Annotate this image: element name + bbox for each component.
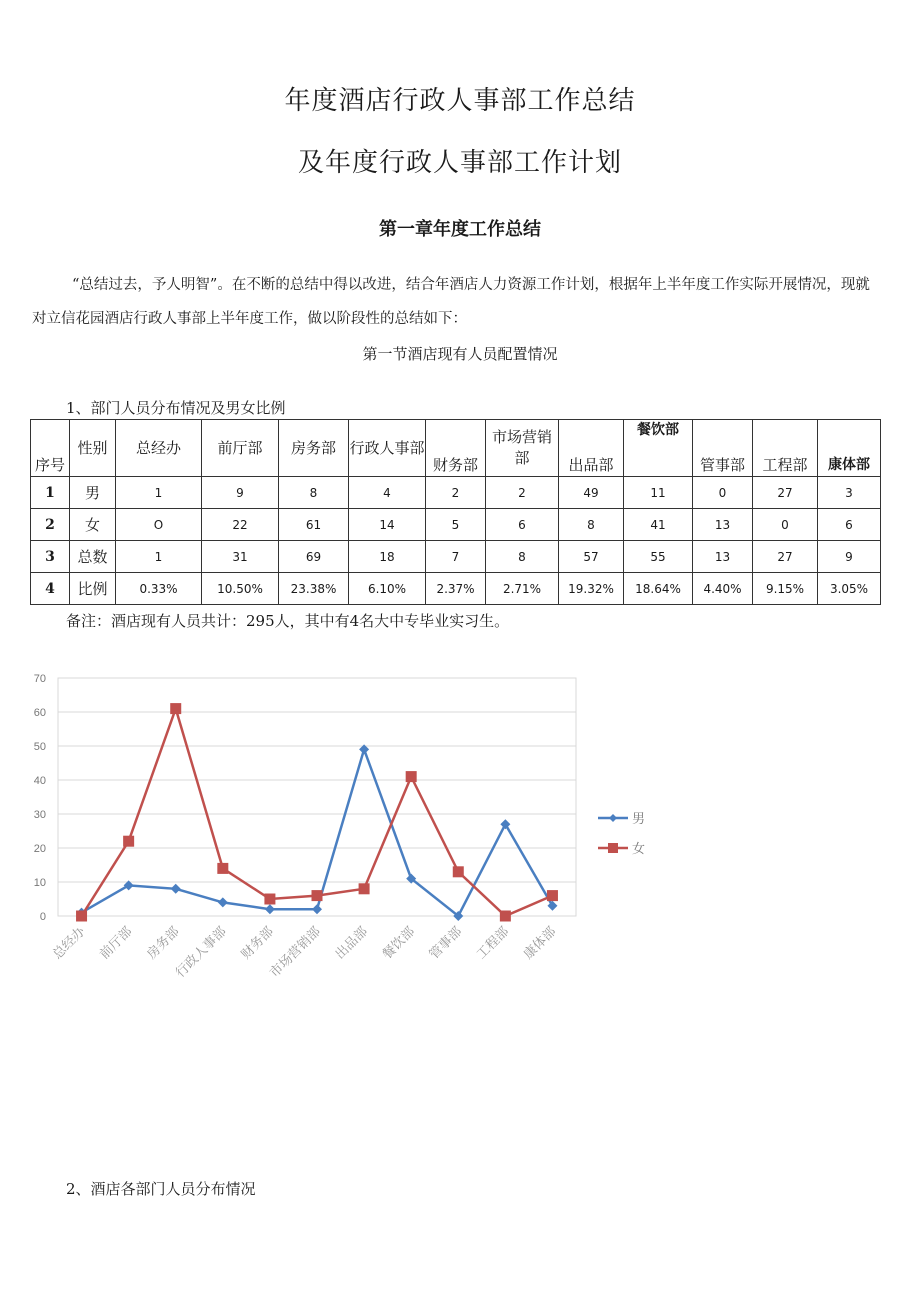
table-cell: 1 xyxy=(116,541,202,573)
legend-marker xyxy=(608,843,618,853)
intro-paragraph: “总结过去，予人明智”。在不断的总结中得以改进，结合年酒店人力资源工作计划，根据年上半年度工作实际开展情况，现就对立信花园酒店行政人事部上半年度工作，做以阶段性的总结如下： xyxy=(32,277,870,327)
data-point-female xyxy=(76,911,87,922)
row-category: 比例 xyxy=(70,573,116,605)
table-cell: 31 xyxy=(202,541,279,573)
data-point-female xyxy=(359,883,370,894)
x-tick-label: 管事部 xyxy=(426,924,466,963)
data-point-female xyxy=(500,911,511,922)
column-header: 财务部 xyxy=(426,420,486,477)
y-tick-label: 40 xyxy=(33,775,46,787)
table-cell: 19.32% xyxy=(559,573,624,605)
x-tick-label: 财务部 xyxy=(238,924,277,963)
x-tick-label: 房务部 xyxy=(144,924,183,963)
table-row xyxy=(31,541,881,573)
staff-table xyxy=(30,419,881,605)
table-cell: 2.37% xyxy=(426,573,486,605)
table-cell: 6 xyxy=(486,509,559,541)
column-header: 市场营销部 xyxy=(486,420,559,477)
y-tick-label: 20 xyxy=(33,843,46,855)
row-index: 2 xyxy=(31,509,70,541)
row-category: 总数 xyxy=(70,541,116,573)
table-cell: 0.33% xyxy=(116,573,202,605)
table-cell: 22 xyxy=(202,509,279,541)
table-cell: 3.05% xyxy=(818,573,881,605)
y-tick-label: 60 xyxy=(33,707,46,719)
table-cell: 11 xyxy=(624,477,693,509)
column-header: 管事部 xyxy=(693,420,753,477)
column-header: 行政人事部 xyxy=(349,420,426,477)
legend-label: 女 xyxy=(632,842,646,857)
table-cell: 1 xyxy=(116,477,202,509)
chapter-heading: 第一章年度工作总结 xyxy=(379,219,541,240)
table-cell: 69 xyxy=(279,541,349,573)
table-cell: 4.40% xyxy=(693,573,753,605)
table-header-row xyxy=(31,420,881,477)
x-tick-label: 康体部 xyxy=(521,924,560,963)
y-tick-label: 10 xyxy=(33,877,46,889)
data-point-female xyxy=(547,890,558,901)
table-cell: 4 xyxy=(349,477,426,509)
column-header: 序号 xyxy=(31,420,70,477)
table-cell: 49 xyxy=(559,477,624,509)
legend-marker xyxy=(609,814,617,822)
table-cell: 8 xyxy=(279,477,349,509)
table-cell: 2 xyxy=(426,477,486,509)
column-header: 总经办 xyxy=(116,420,202,477)
column-header: 餐饮部 xyxy=(624,420,693,477)
subheading-department-distribution: 2、酒店各部门人员分布情况 xyxy=(66,1180,256,1198)
y-tick-label: 0 xyxy=(39,911,46,923)
gender-line-chart xyxy=(28,666,652,996)
table-cell: 8 xyxy=(486,541,559,573)
table-cell: 9 xyxy=(818,541,881,573)
data-point-female xyxy=(406,771,417,782)
data-point-female xyxy=(123,836,134,847)
table-row xyxy=(31,509,881,541)
document-title: 年度酒店行政人事部工作总结 xyxy=(284,86,636,116)
table-cell: 18 xyxy=(349,541,426,573)
table-cell: O xyxy=(116,509,202,541)
x-tick-label: 餐饮部 xyxy=(379,924,419,963)
column-header: 出品部 xyxy=(559,420,624,477)
column-header: 工程部 xyxy=(753,420,818,477)
table-cell: 0 xyxy=(693,477,753,509)
x-tick-label: 工程部 xyxy=(473,924,513,963)
document-subtitle: 及年度行政人事部工作计划 xyxy=(297,148,622,178)
legend-label: 男 xyxy=(632,812,646,827)
table-cell: 23.38% xyxy=(279,573,349,605)
table-note: 备注：酒店现有人员共计：295人，其中有4名大中专毕业实习生。 xyxy=(66,612,510,630)
table-cell: 2 xyxy=(486,477,559,509)
table-cell: 6.10% xyxy=(349,573,426,605)
table-row xyxy=(31,573,881,605)
data-point-female xyxy=(217,863,228,874)
table-row xyxy=(31,477,881,509)
y-tick-label: 30 xyxy=(33,809,46,821)
y-tick-label: 50 xyxy=(33,741,46,753)
table-cell: 10.50% xyxy=(202,573,279,605)
table-cell: 41 xyxy=(624,509,693,541)
data-point-female xyxy=(453,866,464,877)
table-cell: 27 xyxy=(753,477,818,509)
table-cell: 8 xyxy=(559,509,624,541)
table-cell: 5 xyxy=(426,509,486,541)
table-cell: 55 xyxy=(624,541,693,573)
row-index: 4 xyxy=(31,573,70,605)
x-tick-label: 行政人事部 xyxy=(173,924,230,981)
table-cell: 2.71% xyxy=(486,573,559,605)
x-tick-label: 前厅部 xyxy=(97,924,136,963)
data-point-female xyxy=(312,890,323,901)
subheading-distribution: 1、部门人员分布情况及男女比例 xyxy=(66,399,286,417)
x-tick-label: 市场营销部 xyxy=(267,924,324,981)
column-header: 性别 xyxy=(70,420,116,477)
x-tick-label: 出品部 xyxy=(332,924,371,963)
table-cell: 9.15% xyxy=(753,573,818,605)
table-cell: 6 xyxy=(818,509,881,541)
table-cell: 14 xyxy=(349,509,426,541)
data-point-female xyxy=(170,703,181,714)
x-tick-label: 总经办 xyxy=(50,924,89,963)
data-point-female xyxy=(264,894,275,905)
table-cell: 27 xyxy=(753,541,818,573)
table-cell: 7 xyxy=(426,541,486,573)
y-tick-label: 70 xyxy=(33,673,46,685)
row-category: 女 xyxy=(70,509,116,541)
row-index: 3 xyxy=(31,541,70,573)
table-cell: 18.64% xyxy=(624,573,693,605)
section-heading: 第一节酒店现有人员配置情况 xyxy=(362,345,558,363)
table-cell: 9 xyxy=(202,477,279,509)
column-header: 康体部 xyxy=(818,420,881,477)
table-cell: 57 xyxy=(559,541,624,573)
table-cell: 13 xyxy=(693,541,753,573)
plot-area xyxy=(58,678,576,916)
column-header: 房务部 xyxy=(279,420,349,477)
table-cell: 3 xyxy=(818,477,881,509)
table-cell: 0 xyxy=(753,509,818,541)
row-category: 男 xyxy=(70,477,116,509)
column-header: 前厅部 xyxy=(202,420,279,477)
row-index: 1 xyxy=(31,477,70,509)
table-cell: 13 xyxy=(693,509,753,541)
table-cell: 61 xyxy=(279,509,349,541)
